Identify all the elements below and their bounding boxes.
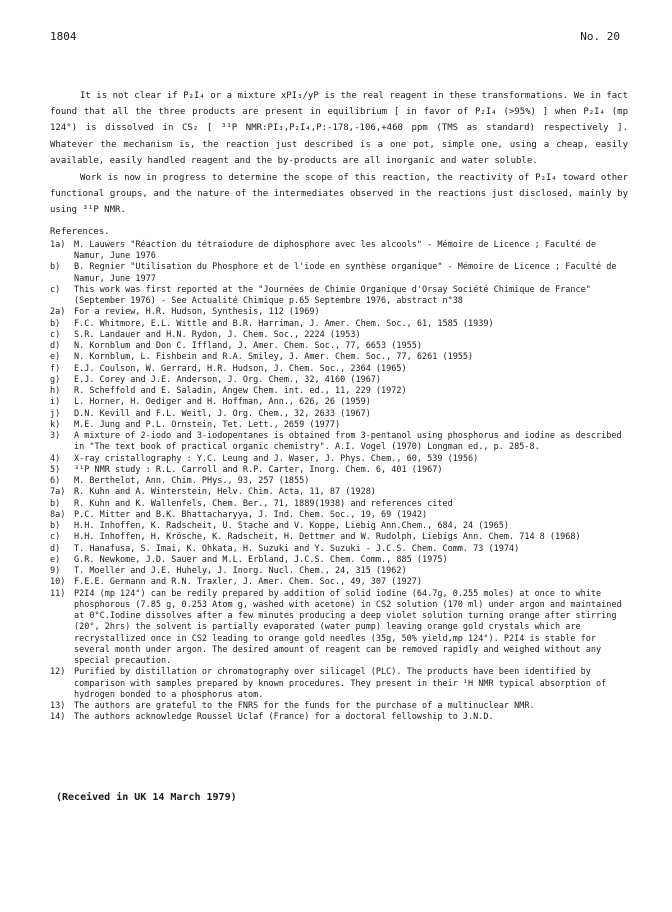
- references-heading: References.: [50, 226, 110, 237]
- reference-label: 7a): [50, 487, 66, 498]
- body-paragraph-2: Work is now in progress to determine the scope of this reaction, the reactivity of P₂I₄ toward other functional groups, and the nature of the intermediates observed in the reactions just disclosed, mainly by using ³¹P NMR.: [50, 173, 628, 216]
- reference-text: H.H. Inhoffen, H. Krösche, K. Radscheit, H. Dettmer and W. Rudolph, Liebigs Ann. Chem. 714 8 (1968): [74, 532, 581, 543]
- reference-text: P2I4 (mp 124°) can be redily prepared by addition of solid iodine (64.7g, 0.255 moles) at once to white phosphorous (7.85 g, 0.253 Atom g, washed with acetone) in CS2 solution (170 ml) under argon and maintained at 0°C.Iodine dissolves after a few minutes producing a deep violet solution turning orange after stirring (20°, 2hrs) the solvent is partially evaporated (water pump) leaving orange gold crystals which are recrystallized once in CS2 leading to orange gold needles (35g, 50% yield,mp 124°). P2I4 is stable for several month under argon. The desired amount of reagent can be removed rapidly and weighed without any special precaution.: [74, 588, 622, 667]
- reference-label: 1a): [50, 239, 66, 250]
- reference-label: c): [50, 329, 61, 340]
- reference-text: R. Kuhn and K. Wallenfels, Chem. Ber., 71, 1889(1938) and references cited: [74, 498, 453, 509]
- reference-item: [50, 544, 628, 555]
- reference-text: S.R. Landauer and H.N. Rydon, J. Chem. Soc., 2224 (1953): [74, 329, 361, 340]
- reference-label: 4): [50, 453, 61, 464]
- reference-text: D.N. Kevill and F.L. Weitl, J. Org. Chem., 32, 2633 (1967): [74, 408, 371, 419]
- reference-item: [50, 409, 628, 420]
- reference-label: h): [50, 386, 61, 397]
- reference-item: [50, 521, 628, 532]
- reference-item: [50, 330, 628, 341]
- reference-text: R. Scheffold and E. Saladin, Angew Chem. int. ed., 11, 229 (1972): [74, 386, 407, 397]
- reference-text: N. Kornblum, L. Fishbein and R.A. Smiley, J. Amer. Chem. Soc., 77, 6261 (1955): [74, 352, 474, 363]
- reference-text: M. Berthelot, Ann. Chim. PHys., 93, 257 (1855): [74, 476, 310, 487]
- reference-text: ³¹P NMR study : R.L. Carroll and R.P. Carter, Inorg. Chem. 6, 401 (1967): [74, 464, 443, 475]
- reference-label: 12): [50, 667, 66, 678]
- reference-text: E.J. Corey and J.E. Anderson, J. Org. Chem., 32, 4160 (1967): [74, 374, 382, 385]
- references-list: [50, 240, 628, 724]
- reference-item: [50, 420, 628, 431]
- reference-label: c): [50, 532, 61, 543]
- reference-item: [50, 701, 628, 712]
- reference-label: b): [50, 498, 61, 509]
- issue-number: No. 20: [580, 30, 620, 43]
- reference-label: 3): [50, 431, 61, 442]
- reference-text: R. Kuhn and A. Winterstein, Helv. Chim. Acta, 11, 87 (1928): [74, 487, 376, 498]
- reference-item: [50, 487, 628, 498]
- reference-item: [50, 341, 628, 352]
- reference-item: [50, 454, 628, 465]
- reference-item: [50, 352, 628, 363]
- reference-text: P.C. Mitter and B.K. Bhattacharyya, J. Ind. Chem. Soc., 19, 69 (1942): [74, 509, 428, 520]
- reference-text: The authors are grateful to the FNRS for the funds for the purchase of a multinuclear NMR.: [74, 701, 535, 712]
- article-body: [50, 88, 628, 724]
- reference-label: 11): [50, 588, 66, 599]
- reference-text: Purified by distillation or chromatography over silicagel (PLC). The products have been identified by comparison with samples prepared by known procedures. They present in their ¹H NMR typical absorption of hydrogen bonded to a phosphorus atom.: [74, 667, 607, 700]
- reference-text: T. Hanafusa, S. Imai, K. Ohkata, H. Suzuki and Y. Suzuki - J.C.S. Chem. Comm. 73 (1974): [74, 543, 520, 554]
- reference-item: [50, 240, 628, 263]
- reference-label: d): [50, 341, 61, 352]
- page-header: [50, 30, 620, 46]
- reference-label: 14): [50, 712, 66, 723]
- reference-text: L. Horner, H. Oediger and H. Hoffman, Ann., 626, 26 (1959): [74, 397, 371, 408]
- reference-text: G.R. Newkome, J.D. Sauer and M.L. Erbland, J.C.S. Chem. Comm., 885 (1975): [74, 554, 448, 565]
- reference-label: f): [50, 363, 61, 374]
- reference-text: M. Lauwers "Réaction du tétraiodure de diphosphore avec les alcools" - Mémoire de Licence ; Faculté de Namur, June 1976: [74, 239, 596, 262]
- reference-label: g): [50, 374, 61, 385]
- body-paragraph-1: It is not clear if P₂I₄ or a mixture xPI₃/yP is the real reagent in these transformations. We in fact found that all the three products are present in equilibrium [ in favor of P₂I₄ (>95%) ] when P₂I₄ (mp 124°) is dissolved in CS₂ [ ³¹P NMR:PI₃,P₂I₄,P:-178,-106,+460 ppm (TMS as standard) respectively ]. Whatever the mechanism is, the reaction just described is a one pot, simple one, using a cheap, easily available, easily handled reagent and the by-products are all inorganic and water soluble.: [50, 91, 628, 166]
- reference-label: b): [50, 521, 61, 532]
- reference-text: H.H. Inhoffen, K. Radscheit, U. Stache and V. Koppe, Liebig Ann.Chem., 684, 24 (1965): [74, 521, 509, 532]
- reference-label: b): [50, 318, 61, 329]
- reference-text: F.C. Whitmore, E.L. Wittle and B.R. Harriman, J. Amer. Chem. Soc., 61, 1585 (1939): [74, 318, 494, 329]
- reference-label: e): [50, 352, 61, 363]
- reference-item: [50, 712, 628, 723]
- reference-item: [50, 465, 628, 476]
- reference-item: [50, 307, 628, 318]
- reference-label: 2a): [50, 307, 66, 318]
- reference-text: The authors acknowledge Roussel Uclaf (France) for a doctoral fellowship to J.N.D.: [74, 712, 494, 723]
- reference-text: N. Kornblum and Don C. Iffland, J. Amer. Chem. Soc., 77, 6653 (1955): [74, 341, 422, 352]
- reference-item: [50, 555, 628, 566]
- reference-label: c): [50, 284, 61, 295]
- reference-item: [50, 589, 628, 668]
- reference-label: j): [50, 408, 61, 419]
- reference-label: 9): [50, 566, 61, 577]
- reference-item: [50, 667, 628, 701]
- reference-text: X-ray cristallography : Y.C. Leung and J. Waser, J. Phys. Chem., 60, 539 (1956): [74, 453, 479, 464]
- reference-label: i): [50, 397, 61, 408]
- reference-label: d): [50, 543, 61, 554]
- reference-item: [50, 262, 628, 285]
- received-date: (Received in UK 14 March 1979): [56, 792, 237, 803]
- reference-item: [50, 397, 628, 408]
- reference-label: e): [50, 554, 61, 565]
- reference-label: 10): [50, 577, 66, 588]
- reference-item: [50, 431, 628, 454]
- reference-label: 8a): [50, 509, 66, 520]
- reference-label: 13): [50, 701, 66, 712]
- reference-item: [50, 566, 628, 577]
- reference-text: M.E. Jung and P.L. Ornstein, Tet. Lett., 2659 (1977): [74, 419, 341, 430]
- reference-label: k): [50, 419, 61, 430]
- reference-text: This work was first reported at the "Journées de Chimie Organique d'Orsay Société Chimique de France" (September 1976) - See Actualité Chimique p.65 Septembre 1976, abstract n°38: [74, 284, 591, 307]
- reference-label: b): [50, 262, 61, 273]
- reference-item: [50, 499, 628, 510]
- reference-item: [50, 476, 628, 487]
- reference-text: F.E.E. Germann and R.N. Traxler, J. Amer. Chem. Soc., 49, 307 (1927): [74, 577, 422, 588]
- page-number: 1804: [50, 30, 77, 43]
- reference-item: [50, 319, 628, 330]
- reference-item: [50, 364, 628, 375]
- reference-label: 6): [50, 476, 61, 487]
- reference-text: B. Regnier "Utilisation du Phosphore et de l'iode en synthèse organique" - Mémoire de Licence ; Faculté de Namur, June 1977: [74, 262, 617, 284]
- reference-text: E.J. Coulson, W. Gerrard, H.R. Hudson, J. Chem. Soc., 2364 (1965): [74, 363, 407, 374]
- reference-text: A mixture of 2-iodo and 3-iodopentanes is obtained from 3-pentanol using phosphorus and iodine as described in "The text book of practical organic chemistry". A.I. Vogel (1970) Longman ed., p. 285-8.: [74, 431, 622, 453]
- reference-label: 5): [50, 464, 61, 475]
- reference-text: For a review, H.R. Hudson, Synthesis, 112 (1969): [74, 307, 320, 318]
- reference-text: T. Moeller and J.E. Huhely, J. Inorg. Nucl. Chem., 24, 315 (1962): [74, 566, 407, 577]
- reference-item: [50, 577, 628, 588]
- reference-item: [50, 532, 628, 543]
- reference-item: [50, 285, 628, 308]
- reference-item: [50, 386, 628, 397]
- reference-item: [50, 510, 628, 521]
- reference-item: [50, 375, 628, 386]
